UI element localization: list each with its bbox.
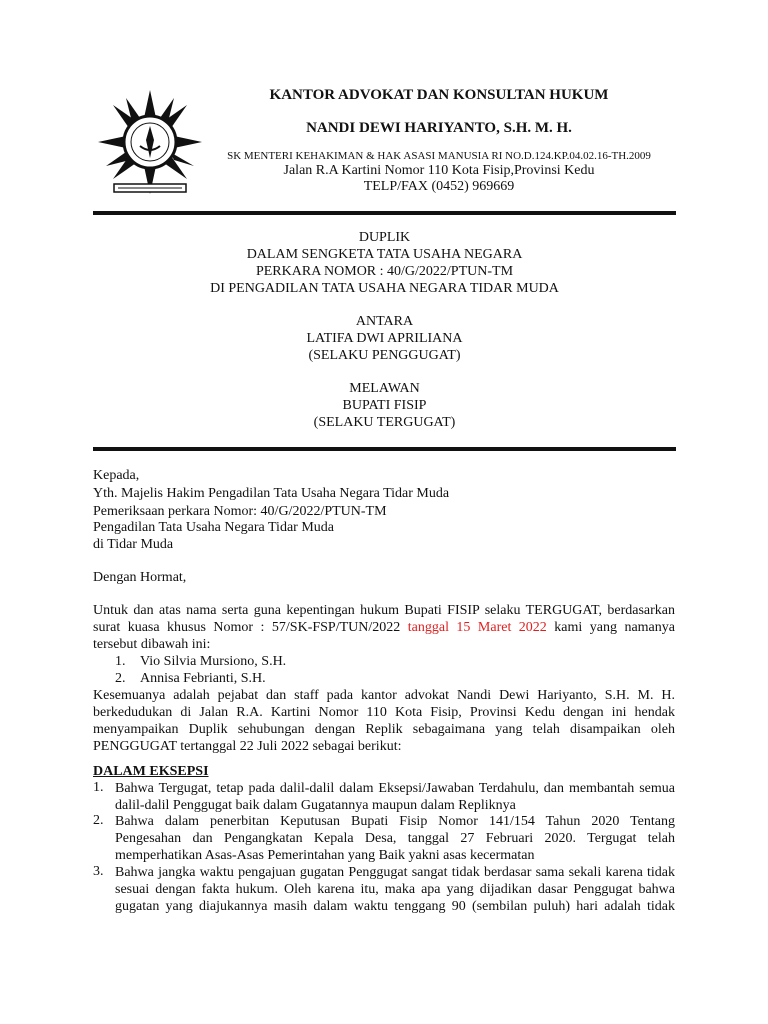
item-line: Pengesahan dan Pengangkatan Kepala Desa, tanggal 27 Februari 2020. Tergugat telah	[115, 831, 675, 846]
paragraph-line: Kesemuanya adalah pejabat dan staff pada kantor advokat Nandi Dewi Hariyanto, S.H. M. H.	[93, 688, 675, 703]
recipient-salutation: Kepada,	[93, 468, 140, 483]
item-line: Bahwa dalam penerbitan Keputusan Bupati Fisip Nomor 141/154 Tahun 2020 Tentang	[115, 814, 675, 829]
exception-item-number: 2.	[93, 813, 104, 828]
text-run: surat kuasa khusus Nomor : 57/SK-FSP/TUN/2022	[93, 620, 408, 635]
office-phone: TELP/FAX (0452) 969669	[363, 179, 515, 194]
case-number-line: PERKARA NOMOR : 40/G/2022/PTUN-TM	[255, 264, 514, 279]
court-line: DI PENGADILAN TATA USAHA NEGARA TIDAR MUDA	[210, 281, 559, 296]
text-run: kami yang namanya	[546, 620, 675, 635]
paragraph-line: PENGGUGAT tertanggal 22 Juli 2022 sebagai berikut:	[93, 739, 402, 754]
item-line: sesuai dengan fakta hukum. Oleh karena itu, maka apa yang dijadikan dasar Penggugat bahwa	[115, 882, 675, 897]
item-line: Bahwa jangka waktu pengajuan gugatan Penggugat sangat tidak berdasar sama sekali karena tidak	[115, 865, 675, 880]
attorney-name: Annisa Febrianti, S.H.	[140, 671, 266, 686]
item-line: gugatan yang diajukannya masih dalam waktu tenggang 90 (sembilan puluh) hari adalah tidak	[115, 899, 675, 914]
attorney-name: Vio Silvia Mursiono, S.H.	[140, 654, 287, 669]
item-line: memperhatikan Asas-Asas Pemerintahan yang Baik yakni asas kecermatan	[115, 848, 535, 863]
attorney-number: 1.	[115, 654, 126, 669]
item-line: dalil-dalil Penggugat baik dalam Gugatannya maupun dalam Repliknya	[115, 798, 516, 813]
office-title: KANTOR ADVOKAT DAN KONSULTAN HUKUM	[269, 87, 609, 103]
recipient-line: Pengadilan Tata Usaha Negara Tidar Muda	[93, 520, 334, 535]
exception-heading: DALAM EKSEPSI	[93, 764, 209, 779]
document-title: DUPLIK	[358, 230, 411, 245]
statement-paragraph	[93, 687, 675, 755]
recipient-line: di Tidar Muda	[93, 537, 174, 552]
paragraph-line: menyampaikan Duplik sehubungan dengan Replik sebagaimana yang telah disampaikan oleh	[93, 722, 675, 737]
recipient-line: Pemeriksaan perkara Nomor: 40/G/2022/PTUN-TM	[93, 504, 387, 519]
paragraph-line: tersebut dibawah ini:	[93, 637, 211, 652]
advocate-name: NANDI DEWI HARIYANTO, S.H. M. H.	[306, 120, 572, 136]
plaintiff-role: (SELAKU PENGGUGAT)	[308, 348, 461, 363]
law-office-emblem-logo	[96, 88, 204, 196]
exception-item	[115, 864, 675, 915]
versus-label: MELAWAN	[349, 381, 420, 396]
paragraph-line: berkedudukan di Jalan R.A. Kartini Nomor 110 Kota Fisip, Provinsi Kedu dengan ini hendak	[93, 705, 675, 720]
defendant-name: BUPATI FISIP	[342, 398, 427, 413]
exception-item-number: 1.	[93, 780, 104, 795]
power-of-attorney-date: tanggal 15 Maret 2022	[407, 620, 547, 635]
greeting: Dengan Hormat,	[93, 570, 187, 585]
office-address: Jalan R.A Kartini Nomor 110 Kota Fisip,Provinsi Kedu	[283, 163, 595, 178]
letterhead-divider	[93, 211, 676, 215]
defendant-role: (SELAKU TERGUGAT)	[313, 415, 456, 430]
exception-item	[115, 813, 675, 864]
exception-item	[115, 780, 675, 814]
plaintiff-name: LATIFA DWI APRILIANA	[306, 331, 463, 346]
attorney-number: 2.	[115, 671, 126, 686]
paragraph-line: Untuk dan atas nama serta guna kepentingan hukum Bupati FISIP selaku TERGUGAT, berdasarkan	[93, 603, 675, 618]
between-label: ANTARA	[355, 314, 414, 329]
title-divider	[93, 447, 676, 451]
intro-paragraph	[93, 602, 675, 653]
dispute-line: DALAM SENGKETA TATA USAHA NEGARA	[246, 247, 523, 262]
exception-item-number: 3.	[93, 864, 104, 879]
item-line: Bahwa Tergugat, tetap pada dalil-dalil dalam Eksepsi/Jawaban Terdahulu, dan membantah semua	[115, 781, 675, 796]
recipient-line: Yth. Majelis Hakim Pengadilan Tata Usaha Negara Tidar Muda	[93, 486, 450, 501]
license-number: SK MENTERI KEHAKIMAN & HAK ASASI MANUSIA RI NO.D.124.KP.04.02.16-TH.2009	[227, 150, 651, 162]
paragraph-line	[93, 619, 675, 636]
